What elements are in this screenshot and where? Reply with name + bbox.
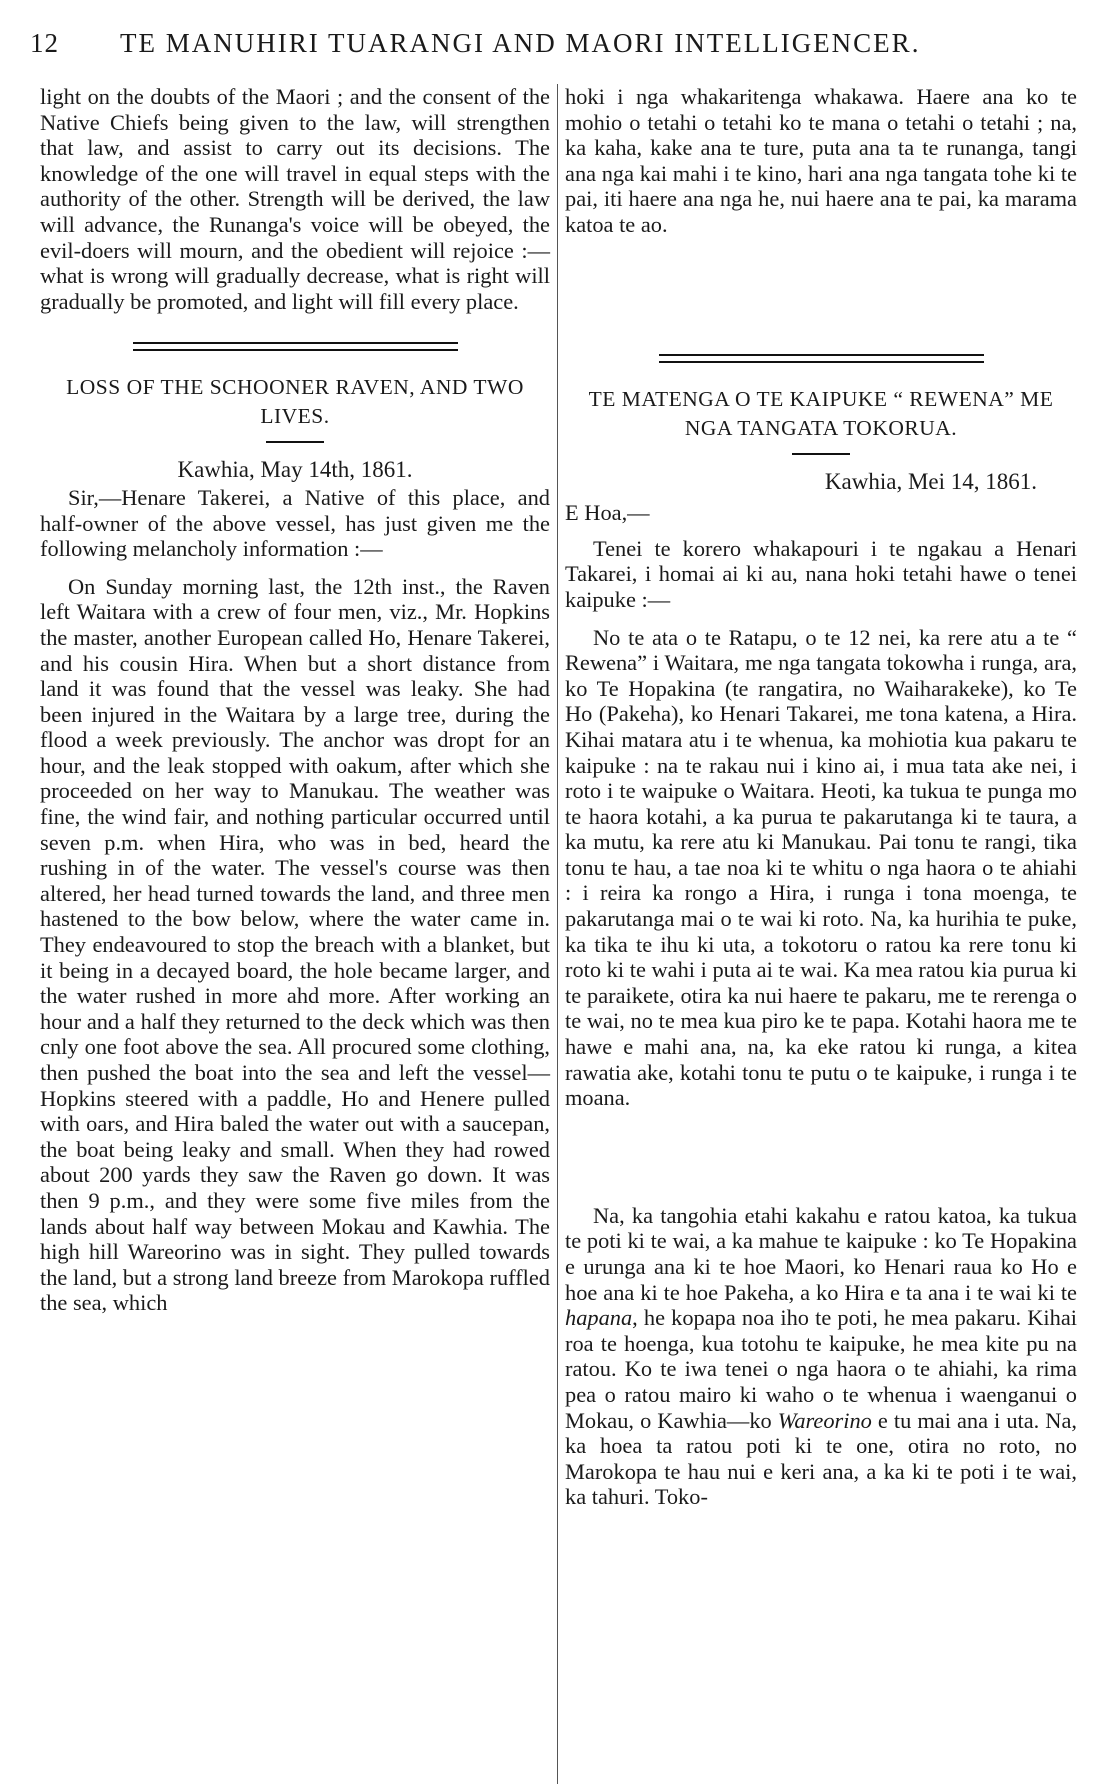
section-rule-right: [659, 354, 984, 363]
maori-body-2-start: Na, ka tangohia etahi kakahu e ratou katoa, ka tukua te poti ki te wai, a ka mahue te kaipuke : ko Te Hopakina e urunga ana ki te hoe Maori, ko Henari raua ko Ho e hoe ana ki te hoe Pakeha, a ko Hira e ta ana i te wai ki te: [565, 1202, 1077, 1305]
maori-intro-paragraph: hoki i nga whakaritenga whakawa. Haere ana ko te mohio o tetahi o tetahi ko te mana o tetahi o tetahi ; na, ka kaha, kake ana te ture, puta ana ta te runanga, tangi ana nga kai mahi i te kino, hari ana nga tangata tohe ki te pai, iti haere ana nga he, nui haere ana te pai, ka marama katoa te ao.: [565, 84, 1077, 237]
english-body: On Sunday morning last, the 12th inst., the Raven left Waitara with a crew of four men, viz., Mr. Hopkins the master, another European called Ho, Henare Takerei, and his cousin Hira. When but a short distance from land it was found that the vessel was leaky. She had been injured in the Waitara by a large tree, during the flood a week previously. The anchor was dropt for an hour, and the leak stopped with oakum, after which she proceeded on her way to Manukau. The weather was fine, the wind fair, and nothing particular occurred until seven p.m. when Hira, who was in bed, heard the rushing in of the water. The vessel's course was then altered, her head turned towards the land, and three men hastened to the bow below, where the water came in. They endeavoured to stop the breach with a blanket, but it being in a decayed board, the hole became larger, and the water rushed in more ahd more. After working an hour and a half they returned to the deck which was then cnly one foot above the sea. All procured some clothing, then pushed the boat into the sea and left the vessel—Hopkins steered with a paddle, Ho and Henere pulled with oars, and Hira baled the water out with a saucepan, the boat being leaky and small. When they had rowed about 200 yards they saw the Raven go down. It was then 9 p.m., and they were some five miles from the lands about half way between Mokau and Kawhia. The high hill Wareorino was in sight. They pulled towards the land, but a strong land breeze from Marokopa ruffled the sea, which: [40, 573, 550, 1316]
english-dateline: Kawhia, May 14th, 1861.: [177, 457, 413, 483]
headline-rule: [266, 441, 324, 443]
maori-dateline: Kawhia, Mei 14, 1861.: [824, 468, 1037, 494]
english-letter-intro: Sir,—Henare Takerei, a Native of this place, and half-owner of the above vessel, has just given me the following melancholy information :—: [40, 484, 550, 562]
maori-headline-rule: [792, 453, 850, 455]
english-intro-paragraph: light on the doubts of the Maori ; and the consent of the Native Chiefs being given to the law, will strengthen that law, and assist to carry out its decisions. The knowledge of the one will travel in equal steps with the authority of the other. Strength will be derived, the law will advance, the Runanga's voice will be obeyed, the evil-doers will mourn, and the obedient will rejoice :— what is wrong will gradually decrease, what is right will gradually be promoted, and light will fill every place.: [40, 84, 550, 314]
maori-body-2-italic-hapana: hapana: [565, 1305, 633, 1331]
maori-body-2-mid: , he kopapa noa iho te poti, he mea pakaru. Kihai roa te hoenga, kua totohu te kaipuke, he mea kite pu na ratou. Ko te iwa tenei o nga haora o te ahiahi, ka rima pea o ratou mairo ki waho o te whenua i waenganui o Mokau, o Kawhia—ko: [565, 1305, 1077, 1433]
maori-greeting: E Hoa,—: [565, 500, 650, 526]
section-rule: [133, 342, 458, 351]
maori-body-2: [565, 1203, 1077, 1510]
maori-column: [565, 84, 1077, 1510]
maori-headline: TE MATENGA O TE KAIPUKE “ REWENA” ME NGA TANGATA TOKORUA.: [588, 386, 1054, 440]
maori-body-2-end: e tu mai ana i uta. Na, ka hoea ta ratou poti ki te one, otira no roto, no Marokopa te hau nui e keri ana, a ka ki te poti i te wai, ka tahuri. Toko-: [565, 1407, 1078, 1510]
maori-body-2-italic-wareorino: Wareorino: [777, 1407, 872, 1433]
column-divider: [557, 84, 558, 1784]
running-title: TE MANUHIRI TUARANGI AND MAORI INTELLIGENCER.: [120, 28, 921, 58]
maori-body-1: No te ata o te Ratapu, o te 12 nei, ka rere atu a te “ Rewena” i Waitara, me nga tangata tokowha i runga, ara, ko Te Hopakina (te rangatira, no Waiharakeke), ko Te Ho (Pakeha), ko Henari Takarei, me tona katena, a Hira. Kihai matara atu i te whenua, ka mohiotia kua pakaru te kaipuke : na te rakau nui i kino ai, i mua tata ake nei, i roto i te waipuke o Waitara. Heoti, ka tukua te punga mo te haora kotahi, a ka purua te pakarutanga ki te taura, a ka mutu, ka rere atu ki Manukau. Pai tonu te rangi, tika tonu te hau, a tae noa ki te whitu o nga haora o te ahiahi : i reira ka rongo a Hira, i runga i tona moenga, te pakarutanga mai o te wai ki roto. Na, ka hurihia te puke, ka tika te ihu ki uta, a tokotoru o ratou ka rere tonu ki roto ki te wahi i puta ai te wai. Ka mea ratou kia purua ki te paraikete, otira ka nui haere te pakaru, me te rerenga o te wai, no te mea kua piro ke te papa. Kotahi haora me te hawe e mahi ana, na, ka eke ratou ki runga, a kitea rawatia ake, kotahi tonu te putu o te kaipuke, i runga i te moana.: [565, 624, 1077, 1111]
english-column: [40, 84, 550, 1316]
maori-letter-intro: Tenei te korero whakapouri i te ngakau a Henari Takarei, i homai ai ki au, nana hoki tetahi hawe o tenei kaipuke :—: [565, 535, 1077, 612]
english-headline: LOSS OF THE SCHOONER RAVEN, AND TWO LIVES.: [66, 375, 524, 429]
page-header: [30, 28, 1090, 68]
page-number: 12: [30, 28, 59, 58]
